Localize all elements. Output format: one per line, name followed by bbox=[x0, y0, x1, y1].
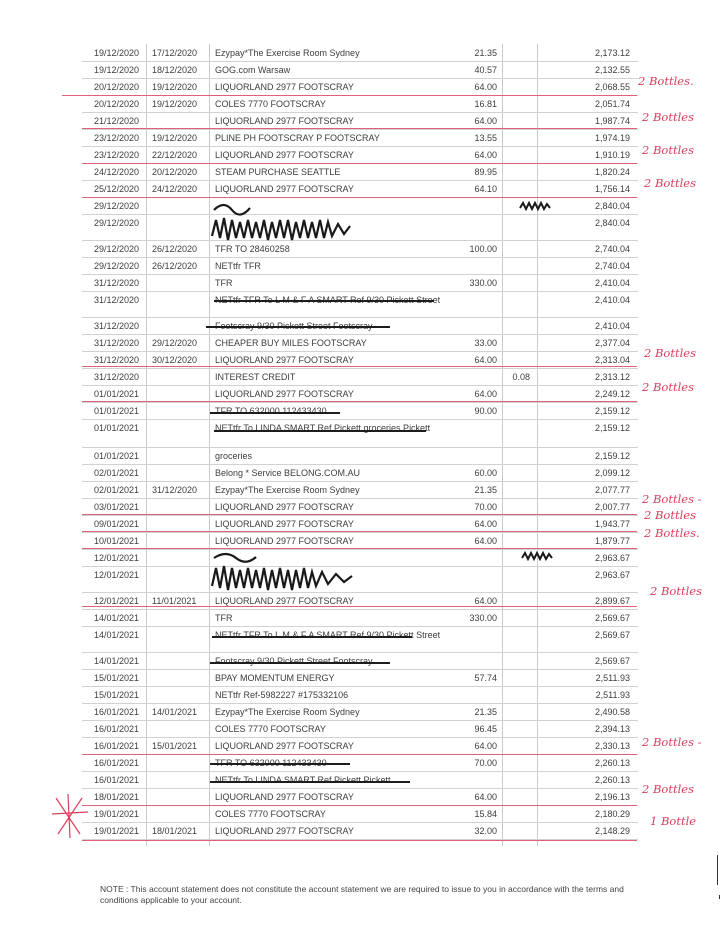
debit-amount: 330.00 bbox=[469, 278, 497, 288]
transaction-description: Ezypay*The Exercise Room Sydney bbox=[215, 707, 360, 717]
row-rule bbox=[82, 385, 638, 386]
processed-date: 17/12/2020 bbox=[152, 48, 198, 58]
handwritten-note: 2 Bottles - bbox=[642, 735, 702, 749]
transaction-row bbox=[0, 295, 726, 312]
running-balance: 2,313.12 bbox=[594, 372, 630, 382]
transaction-date: 03/01/2021 bbox=[94, 502, 140, 512]
processed-date: 26/12/2020 bbox=[152, 244, 198, 254]
transaction-description: TFR bbox=[215, 278, 233, 288]
strike-through bbox=[214, 300, 434, 302]
redaction-scribble bbox=[520, 550, 554, 562]
processed-date: 11/01/2021 bbox=[152, 596, 197, 606]
transaction-row bbox=[0, 184, 726, 201]
transaction-date: 29/12/2020 bbox=[94, 218, 140, 228]
pen-underline bbox=[82, 754, 637, 755]
transaction-date: 16/01/2021 bbox=[94, 775, 140, 785]
transaction-date: 01/01/2021 bbox=[94, 423, 140, 433]
running-balance: 1,879.77 bbox=[594, 536, 630, 546]
transaction-date: 25/12/2020 bbox=[94, 184, 140, 194]
row-rule bbox=[82, 669, 638, 670]
row-rule bbox=[82, 532, 638, 533]
handwritten-note: 2 Bottles - bbox=[642, 492, 702, 506]
transaction-description: LIQUORLAND 2977 FOOTSCRAY bbox=[215, 184, 354, 194]
debit-amount: 96.45 bbox=[474, 724, 497, 734]
debit-amount: 330.00 bbox=[469, 613, 497, 623]
transaction-date: 23/12/2020 bbox=[94, 133, 140, 143]
running-balance: 1,820.24 bbox=[594, 167, 630, 177]
transaction-row bbox=[0, 656, 726, 673]
transaction-date: 29/12/2020 bbox=[94, 201, 140, 211]
transaction-row bbox=[0, 468, 726, 485]
processed-date: 24/12/2020 bbox=[152, 184, 198, 194]
processed-date: 20/12/2020 bbox=[152, 167, 198, 177]
pen-underline bbox=[82, 128, 637, 129]
row-rule bbox=[82, 146, 638, 147]
transaction-row bbox=[0, 741, 726, 758]
transaction-row bbox=[0, 116, 726, 133]
debit-amount: 90.00 bbox=[474, 406, 497, 416]
transaction-description: LIQUORLAND 2977 FOOTSCRAY bbox=[215, 150, 354, 160]
transaction-description: NETtfr TFR bbox=[215, 261, 261, 271]
transaction-description: COLES 7770 FOOTSCRAY bbox=[215, 724, 326, 734]
row-rule bbox=[82, 240, 638, 241]
row-rule bbox=[82, 317, 638, 318]
running-balance: 2,899.67 bbox=[594, 596, 630, 606]
handwritten-note: 2 Bottles bbox=[642, 782, 694, 796]
strike-through bbox=[206, 326, 390, 328]
processed-date: 19/12/2020 bbox=[152, 133, 198, 143]
running-balance: 2,569.67 bbox=[594, 630, 630, 640]
transaction-row bbox=[0, 502, 726, 519]
transaction-date: 16/01/2021 bbox=[94, 707, 140, 717]
debit-amount: 64.00 bbox=[474, 741, 497, 751]
transaction-row bbox=[0, 809, 726, 826]
running-balance: 2,159.12 bbox=[594, 451, 630, 461]
pen-underline bbox=[82, 805, 637, 806]
debit-amount: 70.00 bbox=[474, 502, 497, 512]
transaction-description: STEAM PURCHASE SEATTLE bbox=[215, 167, 341, 177]
transaction-row bbox=[0, 406, 726, 423]
handwritten-note: 2 Bottles. bbox=[644, 526, 700, 540]
row-rule bbox=[82, 368, 638, 369]
pen-underline bbox=[62, 95, 637, 96]
handwritten-note: 2 Bottles bbox=[644, 508, 696, 522]
transaction-description: COLES 7770 FOOTSCRAY bbox=[215, 809, 326, 819]
transaction-date: 01/01/2021 bbox=[94, 389, 140, 399]
handwritten-note: 2 Bottles bbox=[644, 176, 696, 190]
transaction-date: 10/01/2021 bbox=[94, 536, 140, 546]
handwritten-note: 2 Bottles bbox=[642, 143, 694, 157]
debit-amount: 40.57 bbox=[474, 65, 497, 75]
transaction-date: 01/01/2021 bbox=[94, 451, 140, 461]
debit-amount: 100.00 bbox=[469, 244, 497, 254]
debit-amount: 64.00 bbox=[474, 536, 497, 546]
transaction-description: Belong * Service BELONG.COM.AU bbox=[215, 468, 361, 478]
transaction-date: 31/12/2020 bbox=[94, 321, 140, 331]
running-balance: 1,756.14 bbox=[594, 184, 630, 194]
debit-amount: 13.55 bbox=[474, 133, 497, 143]
processed-date: 18/01/2021 bbox=[152, 826, 198, 836]
handwritten-note: 1 Bottle bbox=[650, 814, 697, 828]
running-balance: 2,377.04 bbox=[594, 338, 630, 348]
row-rule bbox=[82, 274, 638, 275]
debit-amount: 33.00 bbox=[474, 338, 497, 348]
transaction-date: 14/01/2021 bbox=[94, 656, 140, 666]
row-rule bbox=[82, 257, 638, 258]
debit-amount: 64.00 bbox=[474, 150, 497, 160]
row-rule bbox=[82, 609, 638, 610]
debit-amount: 57.74 bbox=[474, 673, 497, 683]
transaction-description: LIQUORLAND 2977 FOOTSCRAY bbox=[215, 355, 354, 365]
strike-through bbox=[210, 662, 390, 664]
transaction-description: LIQUORLAND 2977 FOOTSCRAY bbox=[215, 741, 354, 751]
transaction-row bbox=[0, 707, 726, 724]
debit-amount: 21.35 bbox=[474, 48, 497, 58]
transaction-row bbox=[0, 519, 726, 536]
row-rule bbox=[82, 498, 638, 499]
debit-amount: 70.00 bbox=[474, 758, 497, 768]
transaction-row bbox=[0, 553, 726, 570]
running-balance: 2,410.04 bbox=[594, 278, 630, 288]
transaction-description: TFR bbox=[215, 613, 233, 623]
transaction-description: PLINE PH FOOTSCRAY P FOOTSCRAY bbox=[215, 133, 380, 143]
transaction-description: LIQUORLAND 2977 FOOTSCRAY bbox=[215, 596, 354, 606]
debit-amount: 64.00 bbox=[474, 355, 497, 365]
row-rule bbox=[82, 78, 638, 79]
running-balance: 1,974.19 bbox=[594, 133, 630, 143]
running-balance: 2,963.67 bbox=[594, 570, 630, 580]
row-rule bbox=[82, 626, 638, 627]
transaction-row bbox=[0, 48, 726, 65]
handwritten-note: 2 Bottles bbox=[642, 110, 694, 124]
running-balance: 2,569.67 bbox=[594, 656, 630, 666]
transaction-row bbox=[0, 261, 726, 278]
credit-amount: 0.08 bbox=[512, 372, 530, 382]
running-balance: 2,260.13 bbox=[594, 758, 630, 768]
transaction-description: NETtfr TFR To L M & F A SMART Ref 9/30 Pickett Street bbox=[215, 295, 441, 305]
margin-mark bbox=[717, 855, 718, 885]
transaction-row bbox=[0, 389, 726, 406]
transaction-date: 15/01/2021 bbox=[94, 690, 140, 700]
row-rule bbox=[82, 351, 638, 352]
transaction-description: LIQUORLAND 2977 FOOTSCRAY bbox=[215, 502, 354, 512]
transaction-row bbox=[0, 630, 726, 647]
running-balance: 1,910.19 bbox=[594, 150, 630, 160]
margin-mark bbox=[719, 895, 720, 899]
transaction-date: 31/12/2020 bbox=[94, 372, 140, 382]
transaction-row bbox=[0, 65, 726, 82]
transaction-row bbox=[0, 355, 726, 372]
row-rule bbox=[82, 464, 638, 465]
processed-date: 22/12/2020 bbox=[152, 150, 198, 160]
running-balance: 2,173.12 bbox=[594, 48, 630, 58]
transaction-row bbox=[0, 133, 726, 150]
transaction-description: TFR TO 632000 112433430 bbox=[215, 406, 327, 416]
transaction-row bbox=[0, 536, 726, 553]
processed-date: 30/12/2020 bbox=[152, 355, 198, 365]
debit-amount: 32.00 bbox=[474, 826, 497, 836]
transaction-description: Footscray 9/30 Pickett Street Footscray bbox=[215, 321, 373, 331]
debit-amount: 89.95 bbox=[474, 167, 497, 177]
transaction-description: TFR TO 28460258 bbox=[215, 244, 290, 254]
transaction-date: 29/12/2020 bbox=[94, 261, 140, 271]
transaction-date: 23/12/2020 bbox=[94, 150, 140, 160]
pen-underline bbox=[82, 840, 637, 841]
debit-amount: 60.00 bbox=[474, 468, 497, 478]
running-balance: 2,840.04 bbox=[594, 218, 630, 228]
transaction-row bbox=[0, 775, 726, 792]
transaction-description: GOG.com Warsaw bbox=[215, 65, 291, 75]
transaction-description: CHEAPER BUY MILES FOOTSCRAY bbox=[215, 338, 367, 348]
strike-through bbox=[210, 763, 350, 765]
transaction-description: Ezypay*The Exercise Room Sydney bbox=[215, 485, 360, 495]
transaction-date: 16/01/2021 bbox=[94, 758, 140, 768]
row-rule bbox=[82, 771, 638, 772]
transaction-description: LIQUORLAND 2977 FOOTSCRAY bbox=[215, 116, 354, 126]
transaction-description: LIQUORLAND 2977 FOOTSCRAY bbox=[215, 826, 354, 836]
transaction-row bbox=[0, 321, 726, 338]
row-rule bbox=[82, 402, 638, 403]
transaction-date: 01/01/2021 bbox=[94, 406, 140, 416]
transaction-date: 02/01/2021 bbox=[94, 468, 140, 478]
row-rule bbox=[82, 788, 638, 789]
running-balance: 2,077.77 bbox=[594, 485, 630, 495]
transaction-description: COLES 7770 FOOTSCRAY bbox=[215, 99, 326, 109]
transaction-date: 31/12/2020 bbox=[94, 278, 140, 288]
transaction-date: 02/01/2021 bbox=[94, 485, 140, 495]
transaction-row bbox=[0, 758, 726, 775]
debit-amount: 64.00 bbox=[474, 82, 497, 92]
strike-through bbox=[210, 412, 340, 414]
redaction-scribble bbox=[210, 548, 360, 596]
debit-amount: 21.35 bbox=[474, 707, 497, 717]
transaction-date: 09/01/2021 bbox=[94, 519, 140, 529]
row-rule bbox=[82, 652, 638, 653]
transaction-date: 19/01/2021 bbox=[94, 809, 140, 819]
row-rule bbox=[82, 180, 638, 181]
transaction-description: NETtfr TFR To L M & F A SMART Ref 9/30 Pickett Street bbox=[215, 630, 441, 640]
row-rule bbox=[82, 214, 638, 215]
running-balance: 2,740.04 bbox=[594, 244, 630, 254]
running-balance: 2,569.67 bbox=[594, 613, 630, 623]
transaction-row bbox=[0, 690, 726, 707]
processed-date: 14/01/2021 bbox=[152, 707, 198, 717]
handwritten-note: 2 Bottles bbox=[642, 380, 694, 394]
transaction-date: 31/12/2020 bbox=[94, 338, 140, 348]
transaction-row bbox=[0, 724, 726, 741]
transaction-row bbox=[0, 150, 726, 167]
running-balance: 2,330.13 bbox=[594, 741, 630, 751]
running-balance: 2,410.04 bbox=[594, 321, 630, 331]
debit-amount: 21.35 bbox=[474, 485, 497, 495]
row-rule bbox=[82, 334, 638, 335]
transaction-date: 19/12/2020 bbox=[94, 48, 140, 58]
transaction-row bbox=[0, 244, 726, 261]
pen-underline bbox=[82, 606, 637, 607]
processed-date: 31/12/2020 bbox=[152, 485, 198, 495]
running-balance: 1,943.77 bbox=[594, 519, 630, 529]
running-balance: 2,511.93 bbox=[595, 690, 630, 700]
transaction-date: 14/01/2021 bbox=[94, 630, 140, 640]
running-balance: 1,987.74 bbox=[594, 116, 630, 126]
transaction-date: 15/01/2021 bbox=[94, 673, 140, 683]
processed-date: 19/12/2020 bbox=[152, 99, 198, 109]
row-rule bbox=[82, 112, 638, 113]
transaction-date: 31/12/2020 bbox=[94, 355, 140, 365]
transaction-row bbox=[0, 82, 726, 99]
row-rule bbox=[82, 720, 638, 721]
transaction-row bbox=[0, 372, 726, 389]
transaction-description: LIQUORLAND 2977 FOOTSCRAY bbox=[215, 82, 354, 92]
transaction-row bbox=[0, 673, 726, 690]
row-rule bbox=[82, 737, 638, 738]
redaction-scribble bbox=[210, 198, 360, 246]
row-rule bbox=[82, 549, 638, 550]
row-rule bbox=[82, 822, 638, 823]
transaction-date: 29/12/2020 bbox=[94, 244, 140, 254]
transaction-description: BPAY MOMENTUM ENERGY bbox=[215, 673, 335, 683]
pen-underline bbox=[82, 531, 637, 532]
transaction-row bbox=[0, 451, 726, 468]
debit-amount: 64.00 bbox=[474, 792, 497, 802]
transaction-date: 12/01/2021 bbox=[94, 570, 140, 580]
transaction-description: Footscray 9/30 Pickett Street Footscray bbox=[215, 656, 373, 666]
running-balance: 2,260.13 bbox=[594, 775, 630, 785]
running-balance: 2,068.55 bbox=[594, 82, 630, 92]
transaction-date: 19/01/2021 bbox=[94, 826, 140, 836]
processed-date: 15/01/2021 bbox=[152, 741, 198, 751]
running-balance: 2,963.67 bbox=[594, 553, 630, 563]
transaction-date: 12/01/2021 bbox=[94, 553, 140, 563]
transaction-description: NETtfr To LINDA SMART Ref Pickett Pickett bbox=[215, 775, 391, 785]
strike-through bbox=[210, 781, 410, 783]
running-balance: 2,180.29 bbox=[594, 809, 630, 819]
transaction-date: 19/12/2020 bbox=[94, 65, 140, 75]
running-balance: 2,159.12 bbox=[594, 423, 630, 433]
transaction-date: 24/12/2020 bbox=[94, 167, 140, 177]
running-balance: 2,007.77 bbox=[594, 502, 630, 512]
debit-amount: 16.81 bbox=[474, 99, 497, 109]
processed-date: 26/12/2020 bbox=[152, 261, 198, 271]
handwritten-note: 2 Bottles bbox=[644, 346, 696, 360]
pen-asterisk-mark bbox=[50, 792, 90, 840]
running-balance: 2,511.93 bbox=[595, 673, 630, 683]
transaction-date: 16/01/2021 bbox=[94, 724, 140, 734]
row-rule bbox=[82, 481, 638, 482]
running-balance: 2,394.13 bbox=[594, 724, 630, 734]
transaction-date: 20/12/2020 bbox=[94, 82, 140, 92]
transaction-date: 20/12/2020 bbox=[94, 99, 140, 109]
transaction-row bbox=[0, 167, 726, 184]
transaction-description: NETtfr To LINDA SMART Ref Pickett groceries Pickett bbox=[215, 423, 431, 433]
running-balance: 2,410.04 bbox=[594, 295, 630, 305]
pen-underline bbox=[82, 514, 637, 515]
row-rule bbox=[82, 129, 638, 130]
transaction-description: Ezypay*The Exercise Room Sydney bbox=[215, 48, 360, 58]
running-balance: 2,490.58 bbox=[594, 707, 630, 717]
transaction-row bbox=[0, 201, 726, 218]
transaction-row bbox=[0, 338, 726, 355]
row-rule bbox=[82, 592, 638, 593]
running-balance: 2,840.04 bbox=[594, 201, 630, 211]
running-balance: 2,159.12 bbox=[594, 406, 630, 416]
transaction-date: 21/12/2020 bbox=[94, 116, 140, 126]
transaction-description: LIQUORLAND 2977 FOOTSCRAY bbox=[215, 536, 354, 546]
handwritten-note: 2 Bottles. bbox=[638, 74, 694, 88]
running-balance: 2,313.04 bbox=[594, 355, 630, 365]
transaction-date: 31/12/2020 bbox=[94, 295, 140, 305]
row-rule bbox=[82, 566, 638, 567]
transaction-date: 16/01/2021 bbox=[94, 741, 140, 751]
running-balance: 2,196.13 bbox=[594, 792, 630, 802]
running-balance: 2,249.12 bbox=[594, 389, 630, 399]
row-rule bbox=[82, 61, 638, 62]
transaction-description: NETtfr Ref-5982227 #175332106 bbox=[215, 690, 349, 700]
debit-amount: 15.84 bbox=[474, 809, 497, 819]
running-balance: 2,099.12 bbox=[594, 468, 630, 478]
transaction-row bbox=[0, 99, 726, 116]
processed-date: 19/12/2020 bbox=[152, 82, 198, 92]
transaction-description: LIQUORLAND 2977 FOOTSCRAY bbox=[215, 519, 354, 529]
debit-amount: 64.00 bbox=[474, 389, 497, 399]
strike-through bbox=[212, 636, 412, 638]
pen-underline bbox=[82, 163, 637, 164]
transaction-date: 14/01/2021 bbox=[94, 613, 140, 623]
transaction-row bbox=[0, 278, 726, 295]
transaction-description: INTEREST CREDIT bbox=[215, 372, 296, 382]
debit-amount: 64.00 bbox=[474, 596, 497, 606]
row-rule bbox=[82, 703, 638, 704]
transaction-row bbox=[0, 792, 726, 809]
statement-footer-note: NOTE : This account statement does not constitute the account statement we are required to issue to you in accordance with the terms and conditions applicable to your account. bbox=[100, 884, 624, 905]
transaction-description: groceries bbox=[215, 451, 253, 461]
debit-amount: 64.00 bbox=[474, 116, 497, 126]
transaction-row bbox=[0, 613, 726, 630]
transaction-row bbox=[0, 570, 726, 587]
transaction-date: 18/01/2021 bbox=[94, 792, 140, 802]
debit-amount: 64.10 bbox=[474, 184, 497, 194]
transaction-row bbox=[0, 485, 726, 502]
running-balance: 2,148.29 bbox=[594, 826, 630, 836]
transaction-description: TFR TO 632000 112433430 bbox=[215, 758, 327, 768]
running-balance: 2,132.55 bbox=[594, 65, 630, 75]
transaction-date: 12/01/2021 bbox=[94, 596, 140, 606]
debit-amount: 64.00 bbox=[474, 519, 497, 529]
running-balance: 2,051.74 bbox=[594, 99, 630, 109]
processed-date: 18/12/2020 bbox=[152, 65, 198, 75]
handwritten-note: 2 Bottles bbox=[650, 584, 702, 598]
strike-through bbox=[214, 430, 426, 432]
row-rule bbox=[82, 447, 638, 448]
transaction-description: LIQUORLAND 2977 FOOTSCRAY bbox=[215, 792, 354, 802]
row-rule bbox=[82, 515, 638, 516]
row-rule bbox=[82, 291, 638, 292]
processed-date: 29/12/2020 bbox=[152, 338, 198, 348]
pen-underline bbox=[82, 366, 637, 367]
transaction-row bbox=[0, 596, 726, 613]
row-rule bbox=[82, 419, 638, 420]
transaction-description: LIQUORLAND 2977 FOOTSCRAY bbox=[215, 389, 354, 399]
transaction-row bbox=[0, 218, 726, 235]
running-balance: 2,740.04 bbox=[594, 261, 630, 271]
row-rule bbox=[82, 686, 638, 687]
pen-underline bbox=[82, 401, 637, 402]
redaction-scribble bbox=[518, 200, 552, 212]
